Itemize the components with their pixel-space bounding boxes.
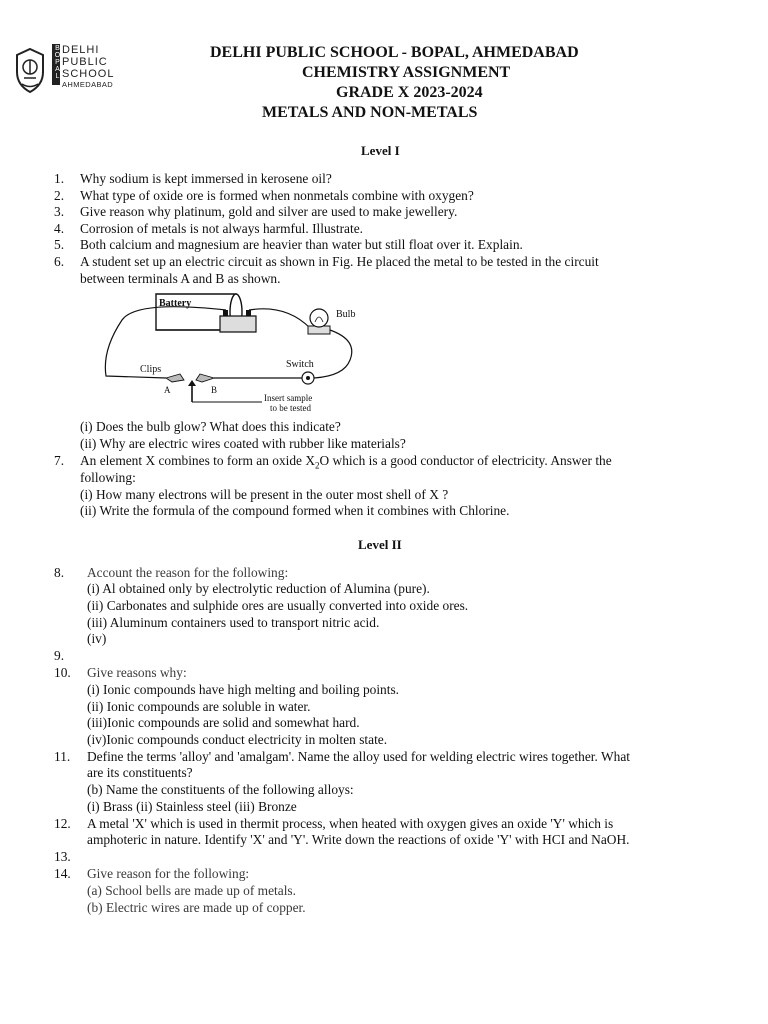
school-crest-icon <box>12 46 48 96</box>
question-number: 14. <box>54 866 71 881</box>
question-7-line-2: following: <box>80 470 136 485</box>
question-number: 12. <box>54 816 71 831</box>
question-number: 7. <box>54 453 65 468</box>
switch <box>286 359 314 384</box>
question-number: 8. <box>54 565 65 580</box>
question-8-part-iv: (iv) <box>87 631 107 646</box>
question-8-part-i: (i) Al obtained only by electrolytic reduction of Alumina (pure). <box>87 581 430 596</box>
question-1: Why sodium is kept immersed in kerosene oil? <box>80 171 332 186</box>
question-number: 1. <box>54 171 65 186</box>
question-10-part-iv: (iv)Ionic compounds conduct electricity in molten state. <box>87 732 388 747</box>
question-number: 5. <box>54 237 65 252</box>
question-2: What type of oxide ore is formed when nonmetals combine with oxygen? <box>80 188 474 203</box>
question-8-part-ii: (ii) Carbonates and sulphide ores are usually converted into oxide ores. <box>87 598 469 613</box>
logo-vertical-label: BOPAL <box>52 44 60 85</box>
terminal-b-label: B <box>211 385 218 395</box>
question-6-line-1: A student set up an electric circuit as shown in Fig. He placed the metal to be tested in the circuit <box>80 254 599 269</box>
question-4: Corrosion of metals is not always harmful. Illustrate. <box>80 221 364 236</box>
wire-left <box>105 307 226 378</box>
question-number: 3. <box>54 204 65 219</box>
question-7-part-ii: (ii) Write the formula of the compound formed when it combines with Chlorine. <box>80 503 510 518</box>
question-10-part-ii: (ii) Ionic compounds are soluble in water. <box>87 699 311 714</box>
battery-label: Battery <box>159 298 192 309</box>
insert-sample-label-2: to be tested <box>270 403 311 413</box>
question-11-part-b: (b) Name the constituents of the following alloys: <box>87 782 354 797</box>
question-14-part-b: (b) Electric wires are made up of copper. <box>87 900 306 915</box>
question-number: 13. <box>54 849 71 864</box>
bulb-label: Bulb <box>336 309 356 320</box>
electric-circuit-figure <box>96 290 366 416</box>
logo-wordmark: DELHI PUBLIC SCHOOL AHMEDABAD <box>62 44 115 89</box>
question-10-part-i: (i) Ionic compounds have high melting and boiling points. <box>87 682 400 697</box>
clips-label: Clips <box>140 364 162 375</box>
question-6-part-i: (i) Does the bulb glow? What does this indicate? <box>80 419 341 434</box>
question-3: Give reason why platinum, gold and silver are used to make jewellery. <box>80 204 458 219</box>
topic-title: METALS AND NON-METALS <box>262 104 478 121</box>
question-number: 2. <box>54 188 65 203</box>
question-number: 4. <box>54 221 65 236</box>
question-number: 9. <box>54 648 65 663</box>
question-6-part-ii: (ii) Why are electric wires coated with rubber like materials? <box>80 436 406 451</box>
insert-sample-pointer <box>188 380 312 413</box>
terminal-a-label: A <box>164 385 171 395</box>
question-10-part-iii: (iii)Ionic compounds are solid and somewhat hard. <box>87 715 360 730</box>
question-11-line-1: Define the terms 'alloy' and 'amalgam'. Name the alloy used for welding electric wires together. What <box>87 749 630 764</box>
question-number: 11. <box>54 749 71 764</box>
battery <box>156 294 256 332</box>
question-11-part-b-items: (i) Brass (ii) Stainless steel (iii) Bronze <box>87 799 297 814</box>
question-10: Give reasons why: <box>87 665 187 680</box>
question-14-part-a: (a) School bells are made up of metals. <box>87 883 296 898</box>
question-12-line-2: amphoteric in nature. Identify 'X' and 'Y'. Write down the reactions of oxide 'Y' with HCI and NaOH. <box>87 832 630 847</box>
grade-year: GRADE X 2023-2024 <box>336 84 483 101</box>
question-8: Account the reason for the following: <box>87 565 289 580</box>
question-number: 6. <box>54 254 65 269</box>
assignment-title: CHEMISTRY ASSIGNMENT <box>302 64 511 81</box>
wire-top <box>249 309 310 328</box>
question-12-line-1: A metal 'X' which is used in thermit process, when heated with oxygen gives an oxide 'Y' which is <box>87 816 614 831</box>
level-2-heading: Level II <box>358 537 402 552</box>
school-name: DELHI PUBLIC SCHOOL - BOPAL, AHMEDABAD <box>210 44 579 61</box>
question-6-line-2: between terminals A and B as shown. <box>80 271 281 286</box>
question-5: Both calcium and magnesium are heavier than water but still float over it. Explain. <box>80 237 523 252</box>
insert-sample-label: Insert sample <box>264 393 313 403</box>
school-logo <box>12 42 115 98</box>
switch-label: Switch <box>286 359 314 370</box>
question-11-line-2: are its constituents? <box>87 765 193 780</box>
question-14: Give reason for the following: <box>87 866 250 881</box>
level-1-heading: Level I <box>361 143 400 158</box>
clips <box>140 364 217 395</box>
wire-right <box>314 330 352 378</box>
question-7-part-i: (i) How many electrons will be present in the outer most shell of X ? <box>80 487 449 502</box>
question-number: 10. <box>54 665 71 680</box>
question-7-line-1: An element X combines to form an oxide $X_2O$ which is a good conductor of electricity. Answer the <box>80 453 612 471</box>
question-8-part-iii: (iii) Aluminum containers used to transport nitric acid. <box>87 615 380 630</box>
